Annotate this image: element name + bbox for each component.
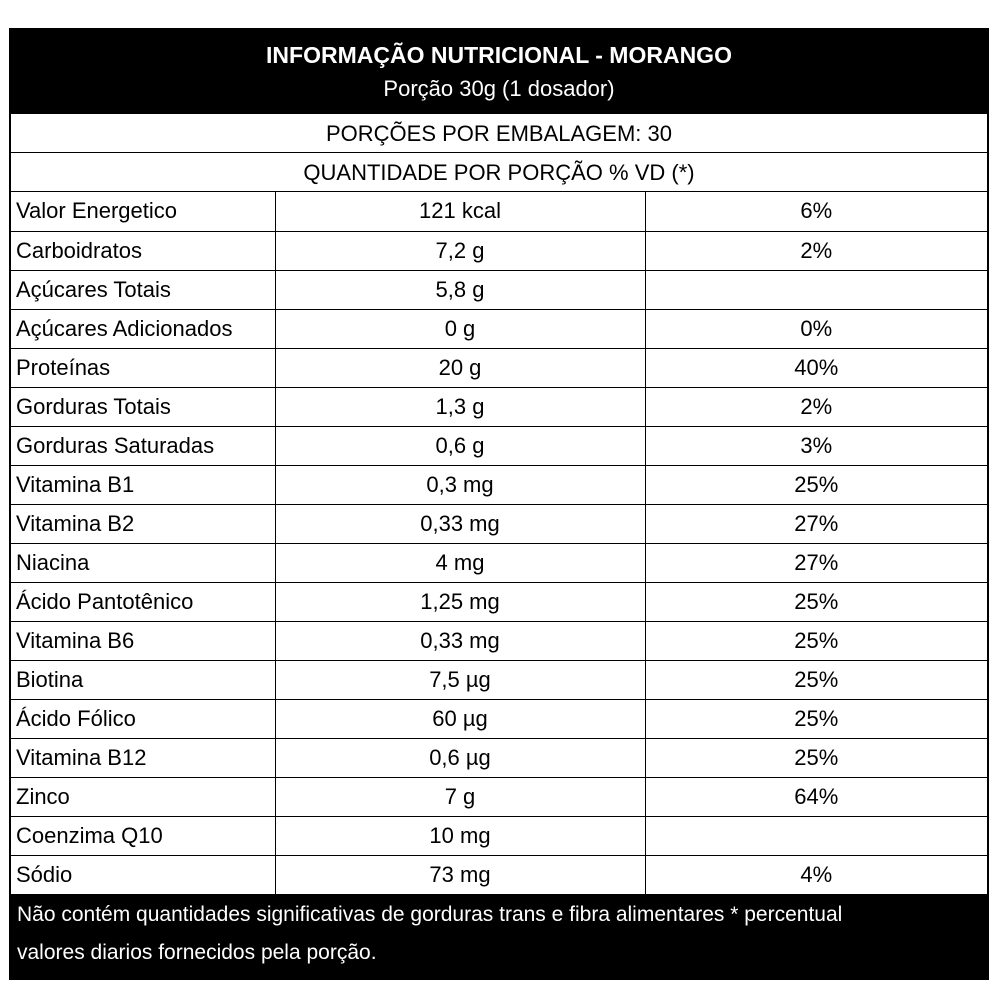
nutrient-name: Sódio [11,855,275,894]
nutrient-name: Vitamina B6 [11,621,275,660]
nutrient-daily-value [645,816,987,855]
nutrient-name: Ácido Pantotênico [11,582,275,621]
nutrient-quantity: 0,6 µg [275,738,645,777]
nutrient-daily-value: 40% [645,348,987,387]
nutrient-daily-value [645,270,987,309]
nutrient-name: Carboidratos [11,231,275,270]
nutrient-name: Coenzima Q10 [11,816,275,855]
nutrient-quantity: 4 mg [275,543,645,582]
nutrient-name: Niacina [11,543,275,582]
label-title: INFORMAÇÃO NUTRICIONAL - MORANGO [266,42,732,68]
label-header [11,30,987,114]
nutrient-daily-value: 25% [645,699,987,738]
nutrient-quantity: 1,25 mg [275,582,645,621]
label-footer [11,894,987,978]
serving-size: Porção 30g (1 dosador) [383,76,615,101]
nutrient-daily-value: 25% [645,582,987,621]
nutrient-name: Açúcares Totais [11,270,275,309]
nutrient-quantity: 0,3 mg [275,465,645,504]
nutrient-name: Gorduras Saturadas [11,426,275,465]
nutrient-row [11,426,987,465]
nutrient-row [11,387,987,426]
nutrient-quantity: 0,6 g [275,426,645,465]
nutrient-quantity: 7,5 µg [275,660,645,699]
nutrient-daily-value: 3% [645,426,987,465]
nutrient-daily-value: 27% [645,543,987,582]
nutrient-row [11,777,987,816]
nutrient-daily-value: 25% [645,660,987,699]
quantity-header: QUANTIDADE POR PORÇÃO % VD (*) [11,153,987,192]
nutrient-row [11,465,987,504]
nutrient-row [11,309,987,348]
nutrient-quantity: 7,2 g [275,231,645,270]
nutrient-daily-value: 6% [800,198,833,224]
nutrient-name: Ácido Fólico [11,699,275,738]
nutrient-row [11,738,987,777]
nutrient-quantity: 1,3 g [275,387,645,426]
nutrient-row [11,855,987,894]
nutrient-quantity: 7 g [275,777,645,816]
nutrient-daily-value: 25% [645,738,987,777]
nutrient-daily-value: 2% [645,387,987,426]
nutrient-row [11,582,987,621]
nutrient-row [11,192,987,231]
nutrient-quantity: 20 g [275,348,645,387]
nutrient-name: Vitamina B12 [11,738,275,777]
footer-note-line-2: valores diarios fornecidos pela porção. [17,941,377,964]
nutrient-quantity: 0,33 mg [275,504,645,543]
nutrient-quantity: 5,8 g [275,270,645,309]
nutrient-row [11,699,987,738]
nutrient-name: Açúcares Adicionados [11,309,275,348]
nutrient-name: Vitamina B1 [11,465,275,504]
nutrition-table-body [11,192,987,894]
nutrient-name: Vitamina B2 [11,504,275,543]
nutrient-quantity: 121 kcal [275,192,645,231]
portions-per-package: PORÇÕES POR EMBALAGEM: 30 [11,114,987,153]
nutrient-daily-value: 25% [645,621,987,660]
nutrient-daily-value: 0% [645,309,987,348]
nutrient-daily-value: 25% [645,465,987,504]
nutrient-name: Zinco [11,777,275,816]
nutrient-quantity: 60 µg [275,699,645,738]
nutrient-name: Biotina [11,660,275,699]
nutrient-row [11,231,987,270]
nutrition-facts-label [9,28,989,980]
nutrition-table [11,192,987,894]
nutrient-daily-value: 64% [645,777,987,816]
nutrient-row [11,621,987,660]
nutrient-daily-value: 4% [645,855,987,894]
nutrient-name: Proteínas [11,348,275,387]
nutrient-quantity: 0 g [275,309,645,348]
nutrient-row [11,816,987,855]
nutrient-name: Valor Energetico [11,192,275,231]
footer-note-line-1: Não contém quantidades significativas de gorduras trans e fibra alimentares * percentual [17,903,843,926]
nutrient-row [11,543,987,582]
nutrient-row [11,270,987,309]
nutrient-daily-value: 27% [645,504,987,543]
nutrient-daily-value: 2% [645,231,987,270]
nutrient-row [11,504,987,543]
nutrient-row [11,348,987,387]
nutrient-row [11,660,987,699]
nutrient-quantity: 73 mg [275,855,645,894]
nutrient-name: Gorduras Totais [11,387,275,426]
nutrient-quantity: 10 mg [275,816,645,855]
nutrient-quantity: 0,33 mg [275,621,645,660]
